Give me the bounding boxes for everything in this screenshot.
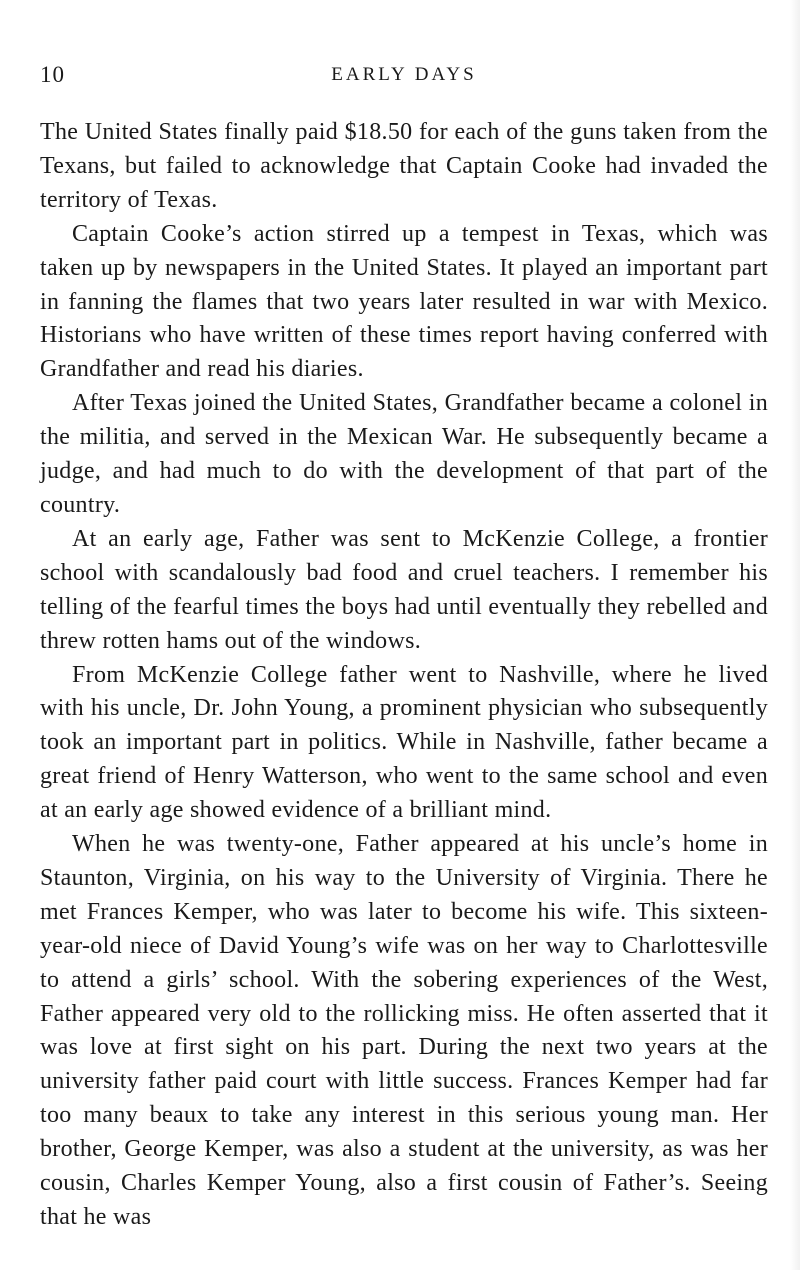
paragraph: Captain Cooke’s action stirred up a tempest in Texas, which was taken up by newspapers in the United States. It played an important part in fanning the flames that two years later resulted in war with Mexico. Historians who have written of these times report having conferred with Grandfather and read his diaries.: [40, 220, 768, 383]
paragraph: After Texas joined the United States, Grandfather became a colonel in the militia, and served in the Mexican War. He subsequently became a judge, and had much to do with the development of that part of the country.: [40, 390, 768, 518]
paragraph: From McKenzie College father went to Nashville, where he lived with his uncle, Dr. John Young, a prominent physician who subsequently took an important part in politics. While in Nashville, father became a great friend of Henry Watterson, who went to the same school and even at an early age showed evidence of a brilliant mind.: [40, 661, 768, 824]
page-edge-shadow: [790, 0, 800, 1270]
paragraph: The United States finally paid $18.50 for each of the guns taken from the Texans, but failed to acknowledge that Captain Cooke had invaded the territory of Texas.: [40, 119, 768, 213]
running-title: EARLY DAYS: [331, 64, 477, 85]
page-number: 10: [40, 62, 65, 87]
body-text: [40, 116, 768, 1235]
paragraph: At an early age, Father was sent to McKenzie College, a frontier school with scandalously bad food and cruel teachers. I remember his telling of the fearful times the boys had until eventually they rebelled and threw rotten hams out of the windows.: [40, 525, 768, 654]
running-head: [40, 62, 768, 92]
paragraph: When he was twenty-one, Father appeared at his uncle’s home in Staunton, Virginia, on his way to the University of Virginia. There he met Frances Kemper, who was later to become his wife. This sixteen-year-old niece of David Young’s wife was on her way to Charlottesville to attend a girls’ school. With the sobering experiences of the West, Father appeared very old to the rollicking miss. He often asserted that it was love at first sight on his part. During the next two years at the university father paid court with little success. Frances Kemper had far too many beaux to take any interest in this serious young man. Her brother, George Kemper, was also a student at the university, as was her cousin, Charles Kemper Young, also a first cousin of Father’s. Seeing that he was: [40, 831, 768, 1230]
